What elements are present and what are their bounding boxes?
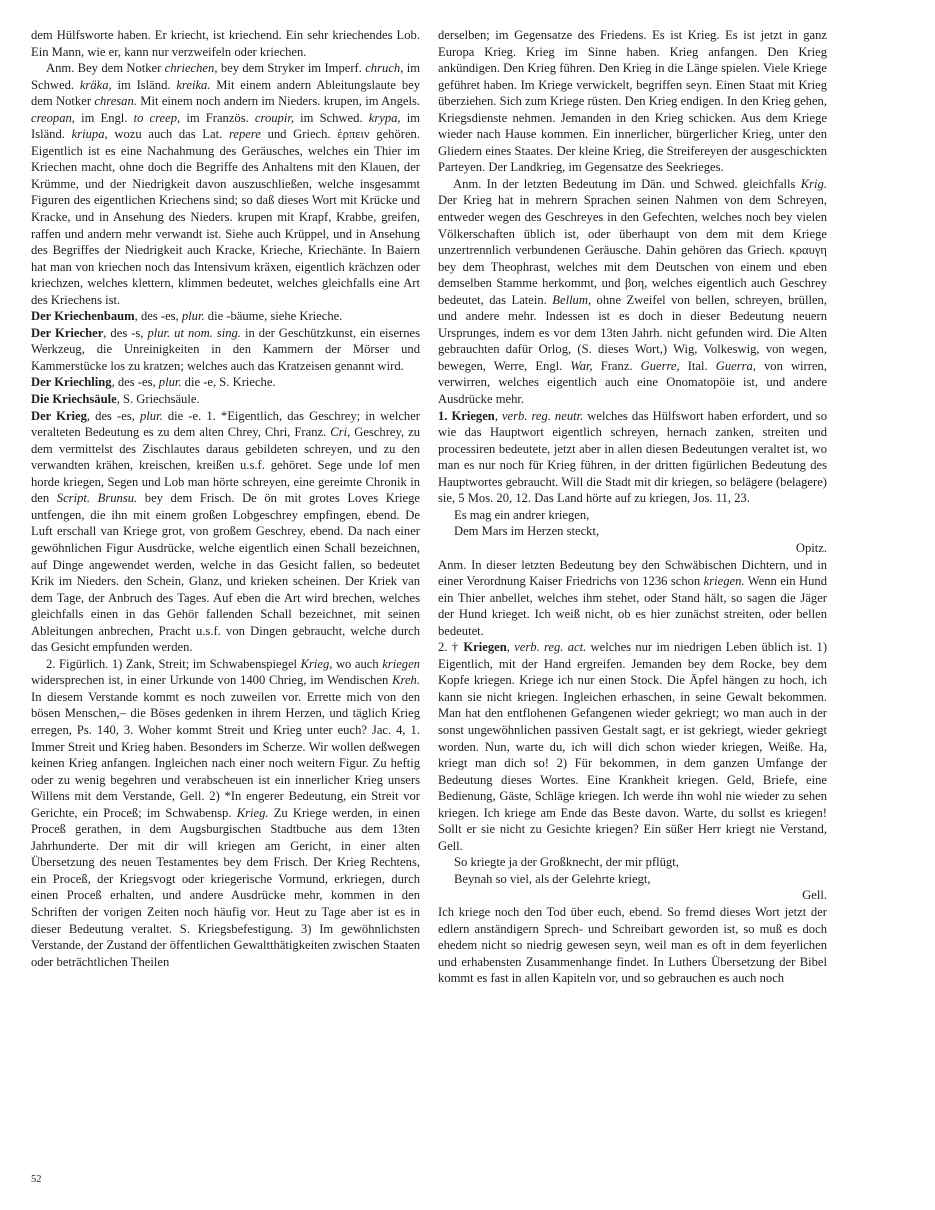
text: Wenn ein Hund ein Thier anbellet, welches ihm stehet, oder Stand hält, so sagen die Jäger der Hund krieget. Ich weiß nicht, ob es hier zunächst streiten, oder bellen bedeutet. bbox=[438, 574, 827, 638]
text: im Schwed. bbox=[294, 110, 369, 125]
text: Franz. bbox=[592, 358, 641, 373]
text: im Isländ. bbox=[31, 110, 420, 142]
text: , S. Griechsäule. bbox=[116, 392, 200, 407]
paragraph bbox=[31, 27, 420, 60]
dictionary-entry bbox=[438, 639, 827, 854]
headword: Die Kriechsäule bbox=[31, 392, 117, 407]
italic-text: plur. bbox=[140, 408, 163, 423]
italic-text: repere bbox=[228, 127, 261, 142]
text: Opitz. bbox=[795, 540, 827, 555]
text: bey dem Frisch. De ön mit grotes Loves Kriege untfengen, die ihn mit einem großen Lobgeschrey empfingen, ebend. De Luft erschall van Kriege grot, von großem Geschrey, ebend. Da nach einer gewöhnlichen Figur Ausdrücke, welche eigentlich einen Schall bezeichnen, auf Dinge angewendet werden, welche in das Gesicht fallen, so bedeutet Krik im Nieders. den Schein, Glanz, und krieken scheinen. Der Kriek van dem Tage, der Anbruch des Tages. Auf eben die Art wird brechen, welches gleichfalls einen in das Gehör fallenden Schall bezeichnet, mit seinen Ableitungen anbrechen, Pracht u.s.f. von Dingen gebraucht, welche durch das Gesicht empfunden werden. bbox=[31, 491, 420, 655]
text: die -e. 1. *Eigentlich, das Geschrey; in welcher veralteten Bedeutung es zu dem alten Chrey, Chri, Franz. bbox=[31, 408, 420, 440]
headword: Der Kriechenbaum bbox=[31, 309, 135, 324]
text: Anm. In dieser letzten Bedeutung bey den Schwäbischen Dichtern, und in einer Verordnung Kaiser Friedrichs von 1236 schon bbox=[438, 557, 827, 589]
text: Anm. In der letzten Bedeutung im Dän. und Schwed. gleichfalls bbox=[453, 176, 801, 191]
text: 2. † bbox=[438, 640, 464, 655]
headword: Kriegen bbox=[463, 640, 507, 655]
italic-text: Bellum, bbox=[552, 292, 592, 307]
text: Mit einem noch andern im Nieders. krupen, im Angels. bbox=[136, 94, 421, 109]
text: von wirren, verwirren, welches eigentlich auch eine Onomatopöie ist, und andere Ausdrücke mehr. bbox=[438, 358, 827, 407]
text: derselben; im Gegensatze des Friedens. Es ist Krieg. Es ist jetzt in ganz Europa Krieg. Krieg im Sinne haben. Krieg anfangen. Den Krieg ankündigen. Den Krieg führen. Den Krieg in die Länge spielen. Viele Kriege geführet haben. Im Kriege verwickelt, begriffen seyn. Einen Staat mit Krieg überziehen. Sich zum Kriege rüsten. Den Krieg endigen. In den Krieg gehen, Kriegsdienste nehmen. Jemanden in den Krieg schicken. Aus dem Kriege wieder nach Hause kommen. Ein innerlicher, bürgerlicher Krieg, unter den Gliedern eines Staates. Der kleine Krieg, die Streifereyen der ausgeschickten Parteyen. Der Landkrieg, im Gegensatze des Seekrieges. bbox=[438, 28, 827, 175]
text: In diesem Verstande kommt es noch zuweilen vor. Errette mich von den bösen Menschen,– die Böses gedenken in ihrem Herzen, und täglich Krieg erregen, Ps. 140, 3. Woher kommt Streit und Krieg unter euch? Jac. 4, 1. Immer Streit und Krieg haben. Besonders im Scherze. Wir wollen deßwegen keinen Krieg anfangen. Ingleichen nach einer noch weitern Figur. Zu heftig oder zu wenig begehren und verabscheuen ist ein innerlicher Krieg unsers Willens mit dem Verstande, Gell. 2) *In engerer Bedeutung, ein Streit vor Gerichte, ein Proceß; im Schwabensp. bbox=[31, 689, 420, 820]
text: die -e, S. Krieche. bbox=[181, 375, 276, 390]
italic-text: chresan. bbox=[94, 94, 137, 109]
italic-text: to creep, bbox=[133, 110, 181, 125]
italic-text: Krieg. bbox=[236, 805, 269, 820]
italic-text: kreika. bbox=[176, 77, 211, 92]
italic-text: plur. bbox=[181, 309, 205, 324]
text: , des -s, bbox=[103, 325, 148, 340]
italic-text: kriegen bbox=[382, 656, 420, 671]
verse-line bbox=[438, 507, 827, 524]
dictionary-entry bbox=[438, 408, 827, 507]
text: wo auch bbox=[332, 656, 383, 671]
text: welches nur im niedrigen Leben üblich ist. 1) Eigentlich, mit der Hand ergreifen. Jemanden bey dem Rocke, bey dem Kopfe kriegen. Kriege ich nur einen Stock. Die Äpfel hängen zu hoch, ich kann sie nicht kriegen. Ingleichen erhaschen, in seine Gewalt bekommen. Man hat den entflohenen Gefangenen wieder gekriegt; wo man auch in der sonst ungewöhnlichen passiven Gestalt sagt, er ist gekriegt, wieder gekriegt worden. Nun, warte du, ich will dich schon wieder kriegen, Weiße. Ha, kriegt man dich so! 2) Für bekommen, in dem ganzen Umfange der Bedeutung dieses Wortes. Eine Krankheit kriegen. Geld, Briefe, eine Bedienung, Gäste, Schläge kriegen. Ich werde ihn wohl nie wieder zu sehen kriegen. Ich kriege am Ende das Beste davon. Warte, du sollst es kriegen! Sollt er sie nicht zu Gesichte kriegen? Ein süßer Herr kriegt nie Verstand, Gell. bbox=[438, 640, 828, 853]
text: Dem Mars im Herzen steckt, bbox=[454, 524, 600, 539]
italic-text: kriupa, bbox=[71, 127, 108, 142]
text: Geschrey, zu dem vermittelst des Zischlautes daraus gebildeten schreyen, und zu den verwandten krähen, kreischen, kreißen u.s.f. gehöret. Sege unde lof men horde kriegen, Segen und Lob man hörte schreyen, eine gereimte Chronik in den bbox=[31, 425, 420, 506]
left-column bbox=[31, 27, 420, 970]
text: Der Krieg hat in mehrern Sprachen seinen Nahmen von dem Schreyen, entweder wegen des Geschreyes in den Gefechten, welches noch bey vielen Völkerschaften üblich ist, oder überhaupt von dem mit dem Kriege unzertrennlich verbundenen Geräusche. Dahin gehören das Griech. κραυγη bey dem Theophrast, welches mit dem Deutschen von einem und eben demselben Stamme herkommt, und βοη, welches eigentlich auch Geschrey bedeutet, das Latein. bbox=[438, 193, 827, 307]
italic-text: croupir, bbox=[254, 110, 294, 125]
italic-text: Script. Brunsu. bbox=[56, 491, 138, 506]
verse-line bbox=[438, 523, 827, 540]
text: So kriegte ja der Großknecht, der mir pflügt, bbox=[454, 855, 679, 870]
text: im Engl. bbox=[74, 110, 134, 125]
text: und Griech. ἑρπειν gehören. Eigentlich ist es eine Nachahmung des Geräusches, welches ein Thier im Kriechen macht, ohne doch die Begriffe des Anhaltens mit den Klauen, der Krümme, und der Niedrigkeit davon auszuschließen, welche insgesammt Figuren des eigentlichen Kriechens sind; so daß dieses Wort mit Krücke und Kracke, und in Ansehung des Nieders. krupen mit Krapf, Krabbe, greifen, raffen und andern mehr verwandt ist. Siehe auch Krüppel, und in Ansehung des Begriffes der Niedrigkeit auch Kracke, Krieche, Kriechänte. In Baiern hat man von kriechen noch das Intensivum kräxen, eigentlich krächzen oder kriechzen, welches klettern, klimmen bedeutet, welches gleichfalls eine Art des Kriechens ist. bbox=[31, 127, 421, 307]
italic-text: verb. reg. neutr. bbox=[501, 408, 584, 423]
headword: Der Kriechling bbox=[31, 375, 112, 390]
dictionary-entry bbox=[31, 391, 420, 408]
italic-text: Guerra, bbox=[715, 358, 756, 373]
paragraph bbox=[438, 904, 827, 987]
paragraph bbox=[438, 557, 827, 640]
italic-text: Krig. bbox=[800, 176, 827, 191]
text: wozu auch das Lat. bbox=[107, 127, 229, 142]
italic-text: Cri, bbox=[330, 425, 351, 440]
italic-text: plur. ut nom. sing. bbox=[147, 325, 241, 340]
text: im Isländ. bbox=[111, 77, 177, 92]
italic-text: War, bbox=[570, 358, 593, 373]
text: Es mag ein andrer kriegen, bbox=[454, 507, 590, 522]
italic-text: Guerre, bbox=[640, 358, 680, 373]
text: widersprechen ist, in einer Urkunde von 1400 Chrieg, im Wendischen bbox=[31, 673, 393, 688]
dictionary-entry bbox=[31, 408, 420, 656]
text: im Schwed. bbox=[31, 61, 420, 92]
text: im Französ. bbox=[180, 110, 255, 125]
dictionary-entry bbox=[31, 374, 420, 391]
text: Beynah so viel, als der Gelehrte kriegt, bbox=[454, 871, 651, 886]
text: welches das Hülfswort haben erfordert, und so wie das Hauptwort eigentlich schreyen, hernach zanken, streiten und processiren bedeutete, jetzt aber in allen diesen Bedeutungen veraltet ist, wo man es nur noch für Krieg führen, in der dritten figürlichen Bedeutung des Hauptwortes gebraucht. Will die Stadt mit dir kriegen, so belägere (belagere) sie, 5 Mos. 20, 12. Das Land hörte auf zu kriegen, Jos. 11, 23. bbox=[438, 408, 827, 506]
paragraph bbox=[31, 60, 420, 308]
text: Zu Kriege werden, in einen Proceß gerathen, in dem Augsburgischen Stadtbuche aus dem 13ten Jahrhunderte. Der mit dir will kriegen am Gericht, in einer alten Übersetzung des neuen Testamentes bey dem Frisch. Der Krieg Rechtens, ein Proceß, der Kriegsvogt oder kriegerische Vormund, erkriegen, durch einen Proceß erhalten, und andere Ausdrücke mehr, kommen in den Schriften der vorigen Zeiten noch häufig vor. Heut zu Tage aber ist es in dieser Bedeutung veraltet. S. Kriegsbefestigung. 3) Im gewöhnlichsten Verstande, der Zustand der öffentlichen Gewaltthätigkeiten zwischen Staaten oder beträchtlichen Theilen bbox=[31, 805, 420, 969]
text: Ich kriege noch den Tod über euch, ebend. So fremd dieses Wort jetzt der edlern anständigern Sprech- und Schreibart geworden ist, so muß es doch ehedem nicht so niedrig gewesen seyn, weil man es oft in dem feyerlichen und erhabensten Zusammenhange findet. In Luthers Übersetzung der Bibel kommt es fast in allen Kapiteln vor, und so gebrauchen es auch noch bbox=[438, 904, 827, 986]
text: Gell. bbox=[802, 888, 827, 903]
headword: 1. Kriegen bbox=[438, 408, 495, 423]
paragraph bbox=[31, 656, 420, 970]
italic-text: kräka, bbox=[79, 77, 112, 92]
text: , bbox=[506, 640, 515, 655]
text: bey dem Stryker im Imperf. bbox=[217, 61, 366, 76]
text: , des -es, bbox=[86, 408, 140, 423]
text: , des -es, bbox=[111, 375, 159, 390]
quote-source bbox=[438, 540, 827, 557]
paragraph bbox=[438, 27, 827, 176]
right-column bbox=[438, 27, 827, 987]
italic-text: krypa, bbox=[368, 110, 401, 125]
text: dem Hülfsworte haben. Er kriecht, ist kriechend. Ein sehr kriechendes Lob. Ein Mann, wie er, kann nur verzweifeln oder kriechen. bbox=[31, 28, 420, 59]
italic-text: creopan, bbox=[31, 110, 75, 125]
italic-text: Krieg, bbox=[300, 656, 333, 671]
text: Mit einem andern Ableitungslaute bey dem Notker bbox=[31, 77, 420, 109]
page-number: 52 bbox=[31, 1174, 42, 1185]
italic-text: verb. reg. act. bbox=[514, 640, 587, 655]
text: , des -es, bbox=[134, 309, 182, 324]
italic-text: Kreh. bbox=[392, 673, 420, 688]
dictionary-entry bbox=[31, 308, 420, 325]
verse-line bbox=[438, 854, 827, 871]
text: Ital. bbox=[679, 358, 716, 373]
italic-text: kriegen. bbox=[703, 574, 745, 589]
verse-line bbox=[438, 871, 827, 888]
dictionary-entry bbox=[31, 325, 420, 375]
italic-text: chriechen, bbox=[164, 61, 218, 76]
text: in der Geschützkunst, ein eisernes Werkzeug, die Unreinigkeiten in den Kammern der Mörser und Kammerstücke los zu kratzen; welches auch das Kratzeisen genannt wird. bbox=[31, 325, 421, 373]
text: die -bäume, siehe Krieche. bbox=[204, 309, 343, 324]
text: 2. Figürlich. 1) Zank, Streit; im Schwabenspiegel bbox=[46, 656, 301, 671]
quote-source bbox=[438, 887, 827, 904]
headword: Der Krieg bbox=[31, 408, 87, 423]
text: , bbox=[494, 408, 502, 423]
italic-text: chruch, bbox=[365, 61, 404, 76]
text: Anm. Bey dem Notker bbox=[46, 61, 165, 76]
headword: Der Kriecher bbox=[31, 325, 104, 340]
italic-text: plur. bbox=[158, 375, 182, 390]
text: ohne Zweifel von bellen, schreyen, brüllen, und andere mehr. Indessen ist es doch in dieser Bedeutung neuern Ursprunges, indem es vor dem 13ten Jahrh. nicht gefunden wird. Die Alten gebrauchten dafür Orlog, (S. dieses Wort,) Wig, Volkeswig, von wegen, bewegen, Werre, Engl. bbox=[438, 292, 827, 373]
paragraph bbox=[438, 176, 827, 408]
